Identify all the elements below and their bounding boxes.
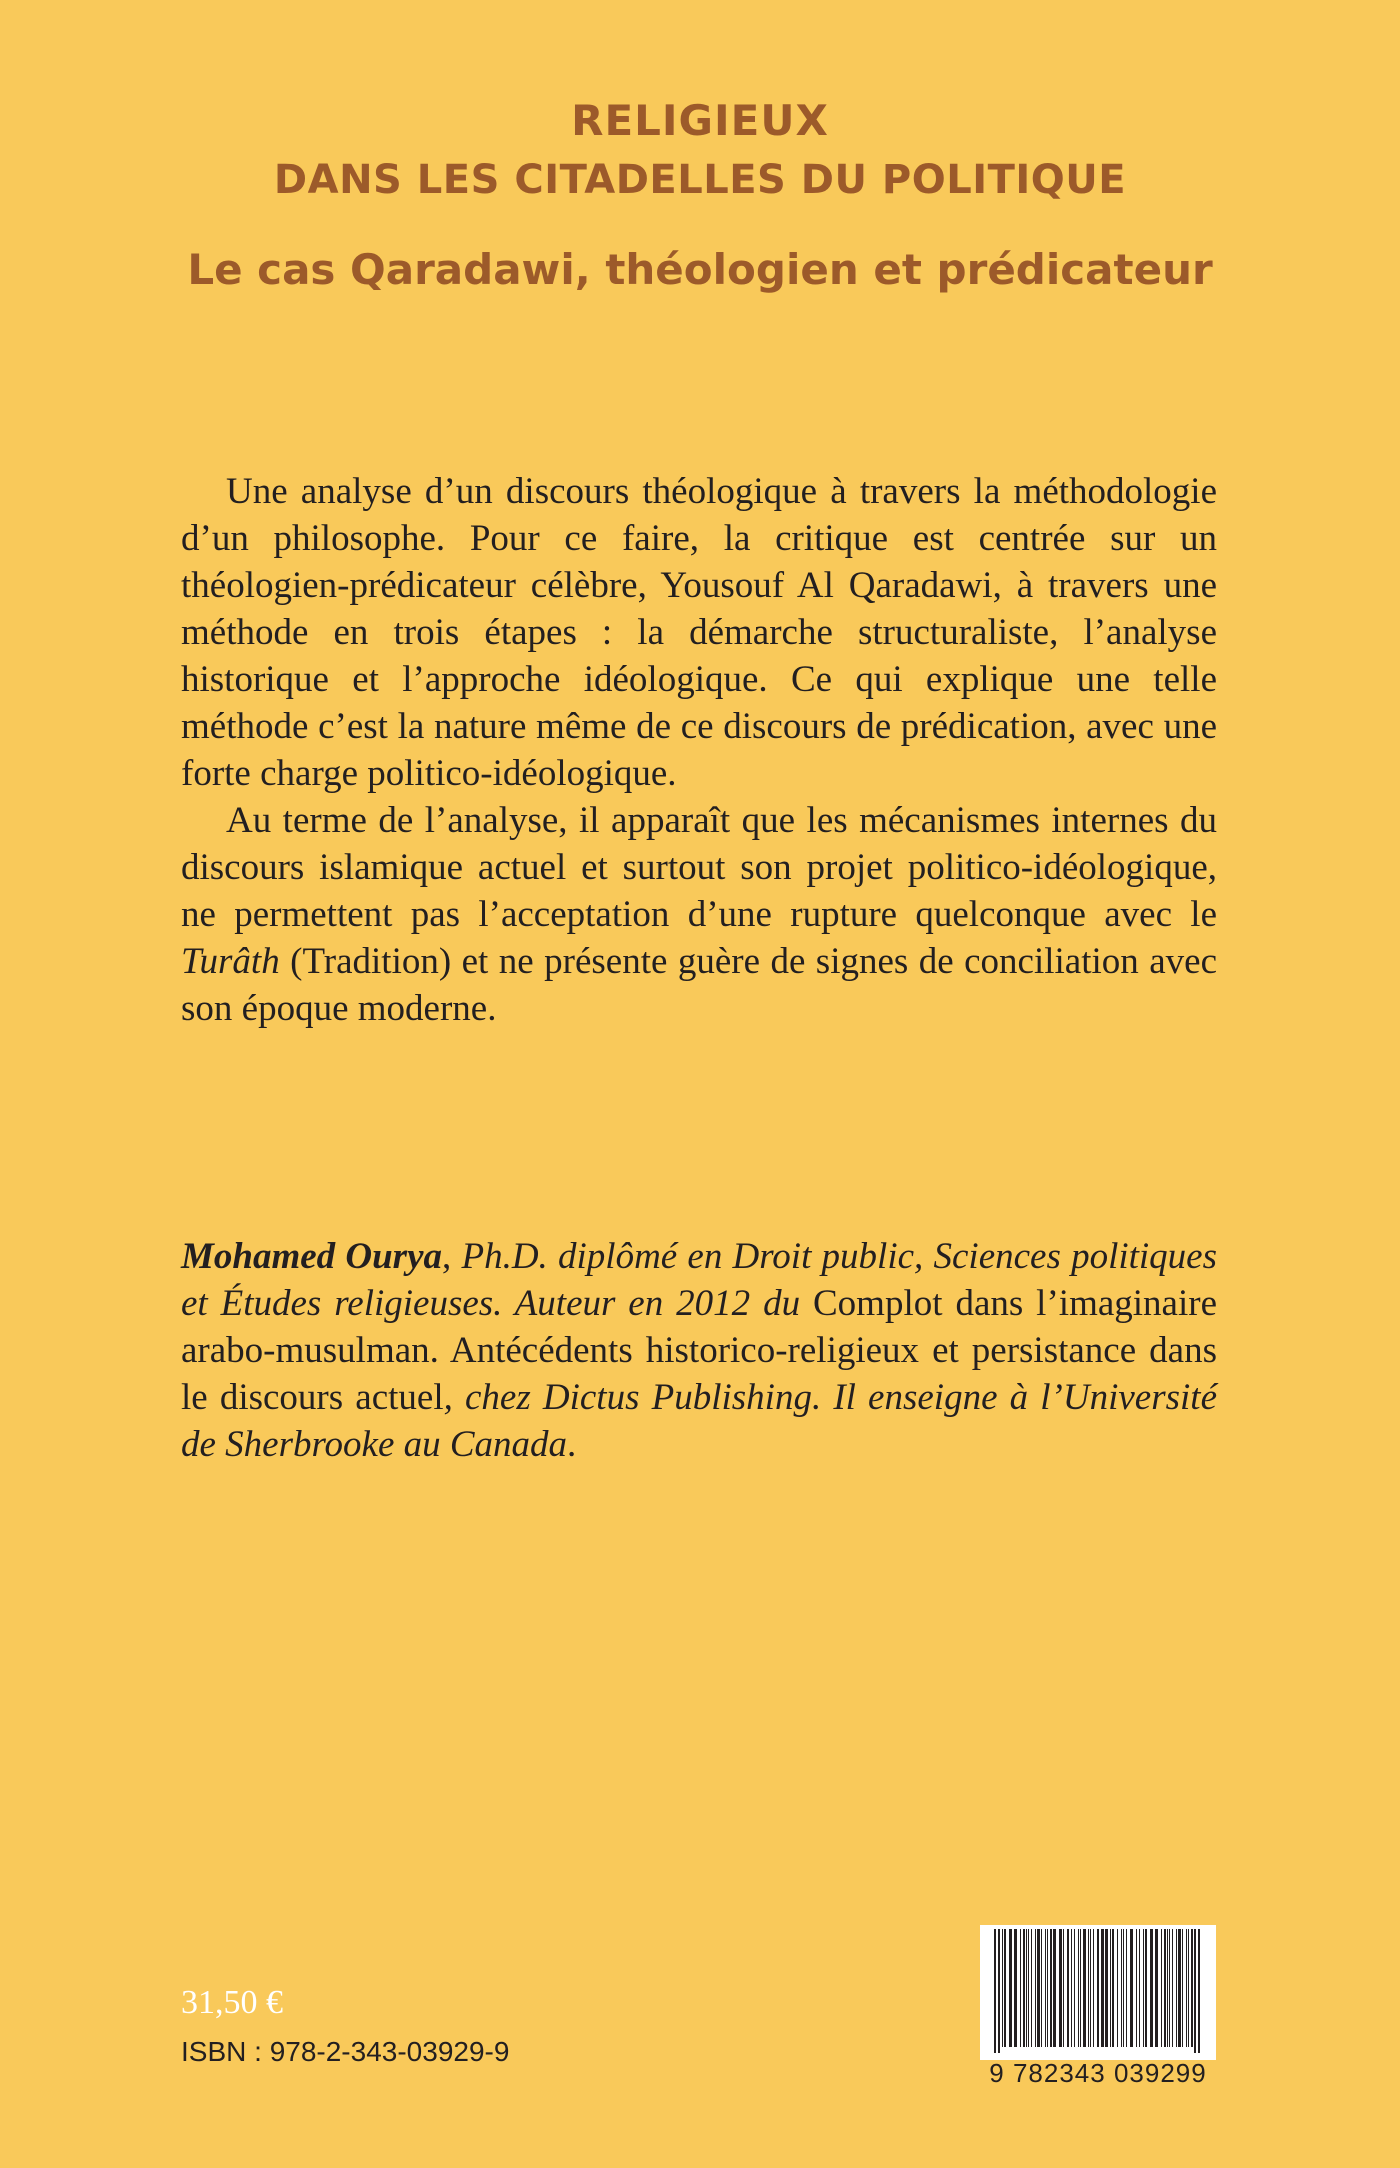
blurb-paragraph-2-start: Au terme de l’analyse, il apparaît que les mécanismes internes du discours islamique actuel et surtout son projet politico-idéologique, ne permettent pas l’acceptation d’une rupture quelconque avec le <box>181 800 1217 935</box>
blurb-paragraph-2 <box>181 797 1217 1032</box>
blurb-paragraph-2-end: (Tradition) et ne présente guère de signes de conciliation avec son époque moderne. <box>181 941 1217 1029</box>
bio-end: . <box>567 1424 577 1465</box>
author-name: Mohamed Ourya <box>181 1236 443 1277</box>
book-subtitle: Le cas Qaradawi, théologien et prédicateur <box>187 245 1213 294</box>
bio-publisher-affiliation: , chez Dictus Publishing. Il enseigne à l’Université de Sherbrooke au Canada <box>181 1377 1217 1465</box>
price: 31,50 € <box>181 1984 283 2021</box>
bio-previous-book: Complot dans l’imaginaire arabo-musulman. Antécédents historico-religieux et persistance dans le discours actuel <box>181 1283 1217 1418</box>
book-title-subline: DANS LES CITADELLES DU POLITIQUE <box>273 157 1127 203</box>
barcode <box>980 1925 1216 2088</box>
blurb-paragraph-1: Une analyse d’un discours théologique à travers la méthodologie d’un philosophe. Pour ce faire, la critique est centrée sur un théologien-prédicateur célèbre, Yousouf Al Qaradawi, à travers une méthode en trois étapes : la démarche structuraliste, l’analyse historique et l’approche idéologique. Ce qui explique une telle méthode c’est la nature même de ce discours de prédication, avec une forte charge politico-idéologique. <box>181 471 1217 794</box>
barcode-bars-icon <box>980 1925 1216 2053</box>
title-block <box>0 95 1400 295</box>
bio-credentials: Ph.D. diplômé en Droit public, Sciences politiques et Études religieuses. Auteur en 2012 du <box>181 1236 1218 1324</box>
barcode-digits: 9 782343 039299 <box>989 2058 1207 2088</box>
bio-separator: , <box>442 1236 462 1277</box>
author-bio <box>181 1233 1217 1468</box>
isbn: ISBN : 978-2-343-03929-9 <box>181 2036 510 2067</box>
book-title: RELIGIEUX <box>571 96 829 145</box>
blurb-turath-term: Turâth <box>181 941 280 982</box>
back-cover-blurb <box>181 468 1217 1032</box>
